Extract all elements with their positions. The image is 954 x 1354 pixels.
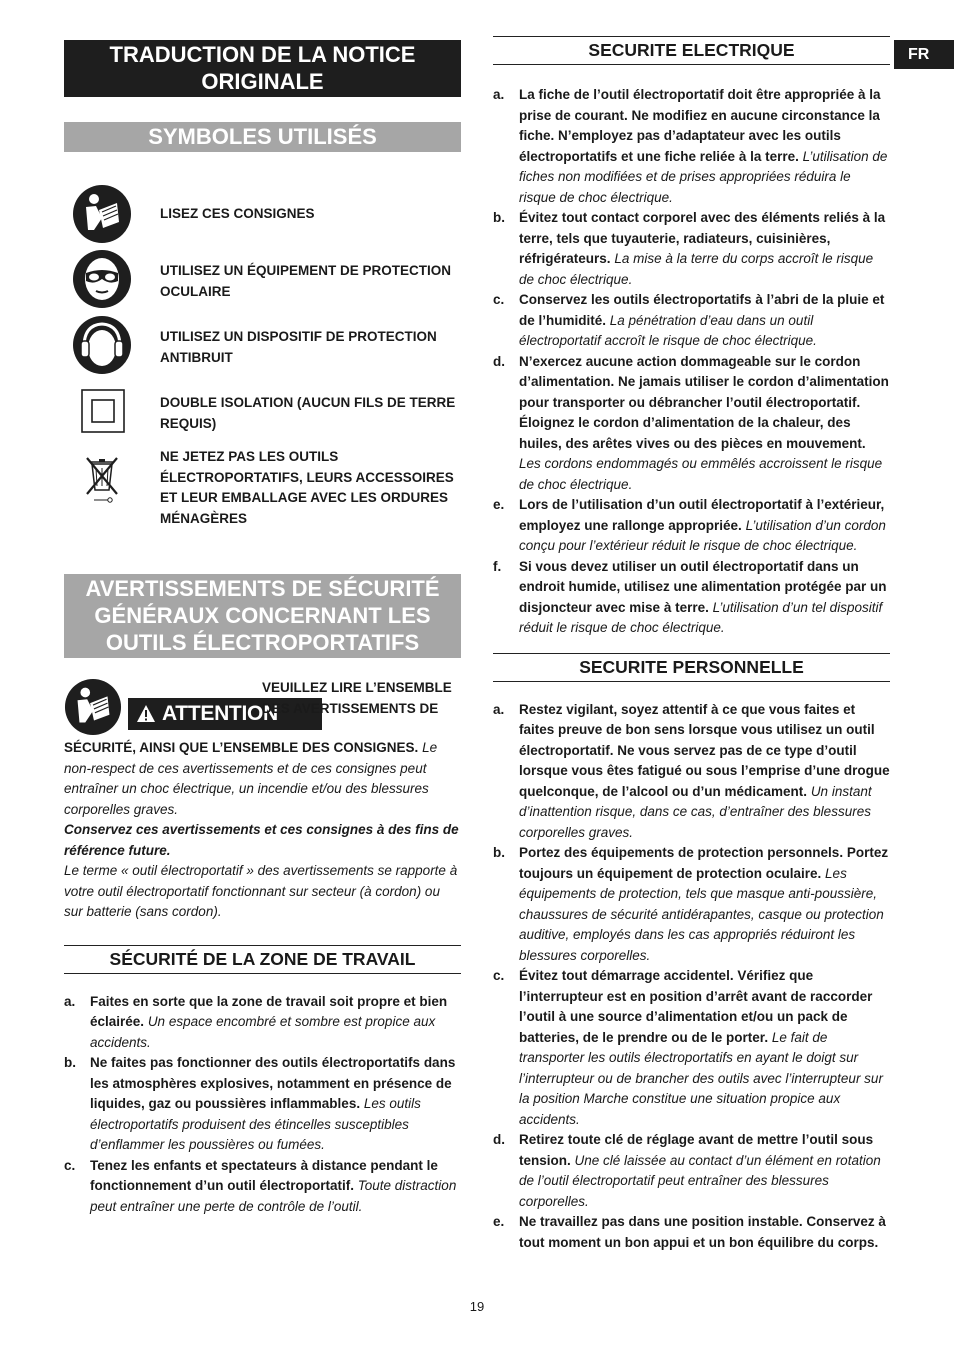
list-item	[493, 495, 890, 557]
item-italic: La pénétration d’eau dans un outil électroportatif accroît le risque de choc électrique.	[519, 312, 817, 348]
list-item	[493, 843, 890, 966]
item-bold: Évitez tout contact corporel avec des éléments reliés à la terre, tels que tuyauterie, radiateurs, cuisinières, réfrigérateurs.	[519, 210, 886, 266]
item-letter: a.	[64, 993, 76, 1009]
read-manual-icon	[72, 184, 132, 244]
item-letter: e.	[493, 497, 505, 512]
symbols-list	[64, 152, 461, 558]
list-item	[64, 992, 461, 1054]
item-italic: L’utilisation d’un tel dispositif réduit le risque de choc électrique.	[519, 599, 883, 635]
item-bold: La fiche de l’outil électroportatif doit être appropriée à la prise de courant. Ne modifiez en aucune circonstance la fiche. N’employez pas d’adaptateur avec les outils électroportatifs et une fiche reliée à la terre.	[519, 87, 881, 164]
item-letter: d.	[493, 1132, 505, 1147]
list-item	[64, 1156, 461, 1218]
item-letter: a.	[493, 87, 505, 102]
item-letter: c.	[493, 292, 505, 307]
item-letter: c.	[64, 1157, 76, 1173]
item-bold: Faites en sorte que la zone de travail soit propre et bien éclairée.	[90, 993, 448, 1029]
personal-safety-heading: SECURITE PERSONNELLE	[493, 653, 890, 682]
list-item	[493, 290, 890, 352]
item-bold: Ne faites pas fonctionner des outils électroportatifs dans les atmosphères explosives, notamment en présence de liquides, gaz ou poussières inflammables.	[90, 1055, 456, 1111]
item-italic: Un instant d’inattention risque, dans ce cas, d’entraîner des blessures corporelles graves.	[519, 783, 872, 840]
item-bold: Portez des équipements de protection personnels. Portez toujours un équipement de protection oculaire.	[519, 845, 889, 881]
item-bold: Retirez toute clé de réglage avant de mettre l’outil sous tension.	[519, 1132, 874, 1168]
item-bold: Conservez les outils électroportatifs à l’abri de la pluie et de l’humidité.	[519, 292, 885, 328]
weee-bin-icon	[72, 450, 132, 510]
item-letter: e.	[493, 1214, 505, 1229]
list-item	[493, 700, 890, 844]
item-bold: Évitez tout démarrage accidentel. Vérifiez que l’interrupteur est en position d’arrêt avant de raccorder l’outil à une source d’alimentation et/ou un pack de batteries, de le prendre ou de le porter.	[519, 968, 873, 1045]
list-item	[493, 966, 890, 1130]
list-item	[493, 352, 890, 496]
item-italic: Les cordons endommagés ou emmêlés accroissent le risque de choc électrique.	[519, 456, 883, 492]
attention-label: ATTENTION	[162, 702, 278, 725]
warning-italic: Le non-respect de ces avertissements et de ces consignes peut entraîner un choc électrique, un incendie et/ou des blessures corporelles graves.	[64, 740, 438, 817]
item-letter: b.	[64, 1055, 76, 1070]
symbol-text-read: LISEZ CES CONSIGNES	[160, 206, 315, 221]
page-number: 19	[469, 1299, 485, 1314]
list-item	[64, 1053, 461, 1156]
read-manual-icon	[64, 678, 122, 736]
attention-block	[64, 678, 461, 923]
item-italic: Une clé laissée au contact d’un élément en rotation de l’outil électroportatif peut entraîner des blessures corporelles.	[519, 1152, 881, 1209]
item-bold: Si vous devez utiliser un outil électroportatif dans un endroit humide, utilisez une alimentation protégée par un disjoncteur avec mise à terre.	[519, 558, 887, 615]
item-italic: Un espace encombré et sombre est propice aux accidents.	[90, 1014, 436, 1050]
item-bold: Lors de l’utilisation d’un outil électroportatif à l’extérieur, employez une rallonge appropriée.	[519, 497, 885, 533]
item-italic: L’utilisation de fiches non modifiées et de prises appropriées réduira le risque de choc électrique.	[519, 148, 888, 205]
electric-safety-heading: SECURITE ELECTRIQUE	[493, 36, 890, 65]
warning-heading-cont: SÉCURITÉ, AINSI QUE L’ENSEMBLE DES CONSIGNES.	[64, 740, 419, 755]
attention-header	[64, 678, 461, 738]
item-letter: a.	[493, 701, 505, 717]
list-item	[493, 1130, 890, 1212]
item-letter: d.	[493, 353, 505, 369]
left-column	[64, 40, 461, 1217]
electric-safety-list	[493, 85, 890, 639]
list-item	[493, 208, 890, 290]
ear-protection-icon	[72, 315, 132, 375]
warning-term-definition: Le terme « outil électroportatif » des avertissements se rapporte à votre outil électroportatif fonctionnant sur secteur (à cordon) ou sur batterie (sans cordon).	[64, 863, 458, 919]
main-title: TRADUCTION DE LA NOTICE ORIGINALE	[64, 40, 461, 97]
general-warnings-title: AVERTISSEMENTS DE SÉCURITÉ GÉNÉRAUX CONCERNANT LES OUTILS ÉLECTROPORTATIFS	[64, 574, 461, 658]
symbols-title: SYMBOLES UTILISÉS	[64, 122, 461, 152]
symbol-text-eye: UTILISEZ UN ÉQUIPEMENT DE PROTECTION OCULAIRE	[160, 263, 452, 299]
item-italic: La mise à la terre du corps accroît le risque de choc électrique.	[519, 251, 874, 287]
item-letter: f.	[493, 558, 502, 574]
warning-triangle-icon	[136, 704, 156, 724]
warning-paragraph	[64, 738, 461, 820]
symbol-text-double-insulation: DOUBLE ISOLATION (AUCUN FILS DE TERRE REQUIS)	[160, 395, 456, 431]
right-column	[493, 36, 890, 1253]
item-bold: Ne travaillez pas dans une position instable. Conservez à tout moment un bon appui et un bon équilibre du corps.	[519, 1214, 886, 1250]
item-italic: L’utilisation d’un cordon conçu pour l’extérieur réduit le risque de choc électrique.	[519, 517, 886, 553]
item-italic: Le fait de transporter les outils électroportatifs en ayant le doigt sur l’interrupteur ou de brancher des outils avec l’interrupteur sur la position Marche constitue une situation propice aux accidents.	[519, 1029, 883, 1127]
list-item	[493, 85, 890, 208]
list-item	[493, 557, 890, 639]
personal-safety-list	[493, 700, 890, 1254]
item-italic: Les équipements de protection, tels que masque anti-poussière, chaussures de sécurité antidérapantes, casque ou protection auditive, employés dans les cas appropriés réduiront les blessures corporelles.	[519, 865, 884, 963]
item-letter: b.	[493, 210, 505, 225]
warning-heading: VEUILLEZ LIRE L’ENSEMBLE DES AVERTISSEMENTS DE	[262, 680, 452, 716]
item-bold: N’exercez aucune action dommageable sur le cordon d’alimentation. Ne jamais utiliser le cordon d’alimentation pour transporter ou débrancher l’outil électroportatif. Éloignez le cordon d’alimentation de la chaleur, des huiles, des arêtes vives ou des pièces en mouvement.	[519, 353, 889, 451]
item-letter: c.	[493, 968, 505, 983]
work-area-heading: SÉCURITÉ DE LA ZONE DE TRAVAIL	[64, 945, 461, 974]
list-item	[493, 1212, 890, 1253]
double-insulation-icon	[72, 381, 132, 441]
work-area-list	[64, 992, 461, 1218]
eye-protection-icon	[72, 249, 132, 309]
item-italic: Toute distraction peut entraîner une perte de contrôle de l’outil.	[90, 1178, 457, 1214]
item-bold: Restez vigilant, soyez attentif à ce que vous faites et faites preuve de bon sens lorsque vous utilisez un outil électroportatif. Ne vous servez pas de ce type d’outil lorsque vous êtes fatigué ou sous l’emprise d’une drogue quelconque, de l’alcool ou d’un médicament.	[519, 701, 890, 799]
item-letter: b.	[493, 845, 505, 860]
item-italic: Les outils électroportatifs produisent des étincelles susceptibles d’enflammer les poussières ou fumées.	[90, 1096, 421, 1152]
symbol-text-weee: NE JETEZ PAS LES OUTILS ÉLECTROPORTATIFS, LEURS ACCESSOIRES ET LEUR EMBALLAGE AVEC LES ORDURES MÉNAGÈRES	[160, 449, 454, 526]
item-bold: Tenez les enfants et spectateurs à distance pendant le fonctionnement d’un outil électroportatif.	[90, 1157, 438, 1193]
warning-keep-instructions: Conservez ces avertissements et ces consignes à des fins de référence future.	[64, 822, 459, 858]
language-tab: FR	[894, 40, 954, 69]
symbol-text-ear: UTILISEZ UN DISPOSITIF DE PROTECTION ANTIBRUIT	[160, 329, 437, 365]
